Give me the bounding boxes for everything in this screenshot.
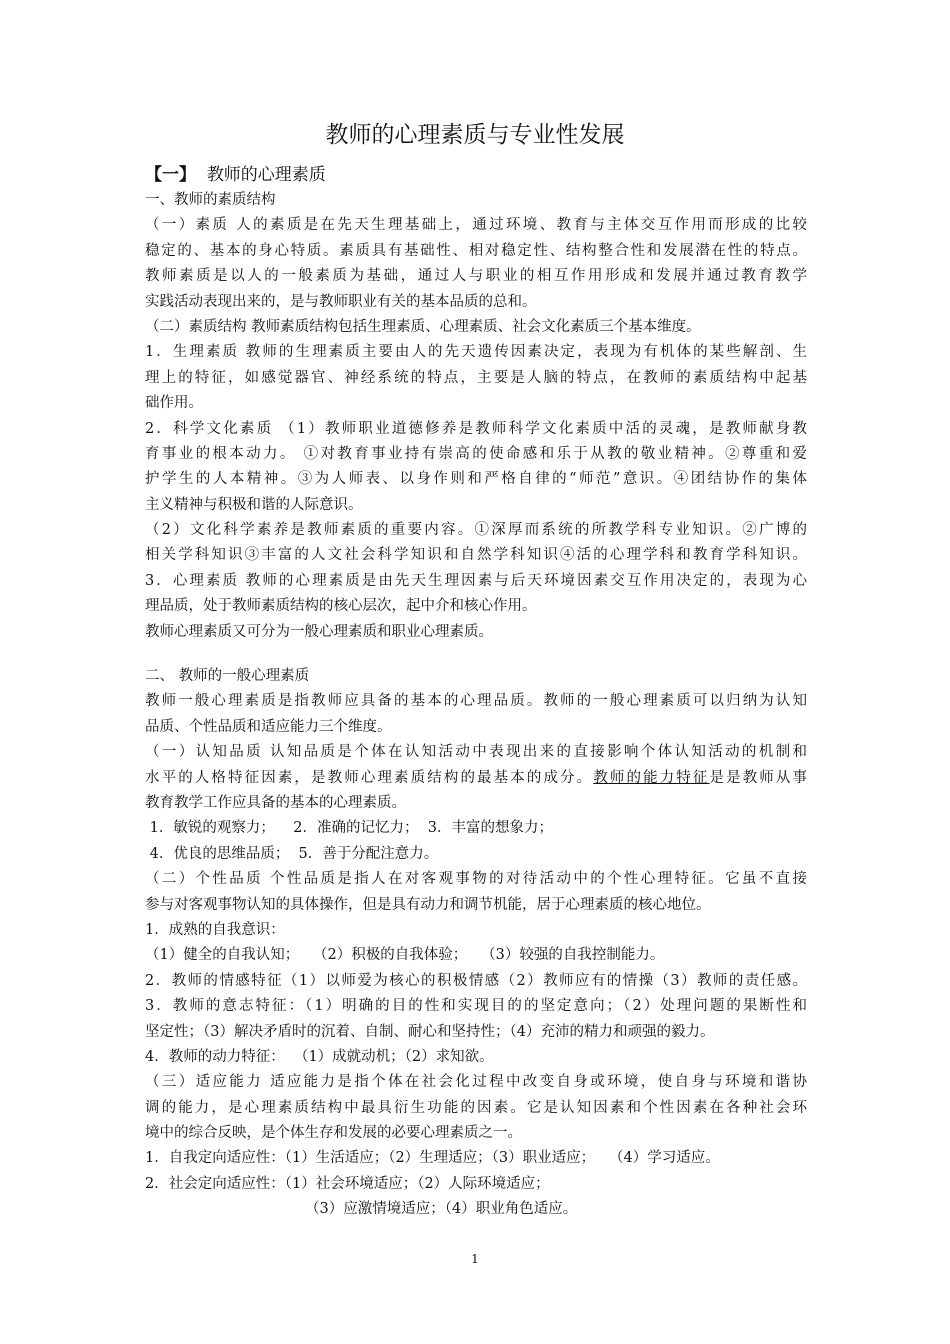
underlined-term: 教师的能力特征 bbox=[593, 769, 710, 786]
list-line: （3）应激情境适应；（4）职业角色适应。 bbox=[305, 1201, 578, 1218]
paragraph-line: 育事业的根本动力。 ①对教育事业持有崇高的使命感和乐于从教的敬业精神。②尊重和爱 bbox=[145, 445, 807, 462]
paragraph-line: 相关学科知识③丰富的人文社会科学知识和自然学科知识④活的心理学科和教育学科知识。 bbox=[145, 547, 807, 564]
list-line: （1）健全的自我认知； （2）积极的自我体验； （3）较强的自我控制能力。 bbox=[145, 947, 665, 964]
paragraph-line: （三）适应能力 适应能力是指个体在社会化过程中改变自身或环境，使自身与环境和谐协 bbox=[145, 1074, 807, 1091]
list-line: 坚定性；（3）解决矛盾时的沉着、自制、耐心和坚持性；（4）充沛的精力和顽强的毅力。 bbox=[145, 1023, 715, 1040]
list-line: 4．教师的动力特征： （1）成就动机；（2）求知欲。 bbox=[145, 1048, 494, 1065]
paragraph-line: 教师心理素质又可分为一般心理素质和职业心理素质。 bbox=[145, 623, 493, 640]
list-line: 4．优良的思维品质； 5．善于分配注意力。 bbox=[145, 845, 439, 862]
subheading-general-quality: 二、 教师的一般心理素质 bbox=[145, 668, 310, 685]
list-line: 2．社会定向适应性：（1）社会环境适应；（2）人际环境适应； bbox=[145, 1175, 550, 1192]
list-line: 1．成熟的自我意识： bbox=[145, 921, 285, 938]
paragraph-line: 稳定的、基本的身心特质。素质具有基础性、相对稳定性、结构整合性和发展潜在性的特点。 bbox=[145, 242, 807, 259]
paragraph-line: 2．科学文化素质 （1）教师职业道德修养是教师科学文化素质中活的灵魂，是教师献身教 bbox=[145, 420, 807, 437]
paragraph-line: 护学生的人本精神。③为人师表、以身作则和严格自律的“师范”意识。④团结协作的集体 bbox=[145, 471, 807, 488]
document-title: 教师的心理素质与专业性发展 bbox=[325, 122, 625, 148]
paragraph-line: 实践活动表现出来的，是与教师职业有关的基本品质的总和。 bbox=[145, 293, 537, 310]
paragraph-line: （一）认知品质 认知品质是个体在认知活动中表现出来的直接影响个体认知活动的机制和 bbox=[145, 744, 807, 761]
paragraph-line: 础作用。 bbox=[145, 395, 203, 412]
paragraph-line: 理上的特征，如感觉器官、神经系统的特点，主要是人脑的特点，在教师的素质结构中起基 bbox=[145, 369, 807, 386]
paragraph-line: 调的能力，是心理素质结构中最具衍生功能的因素。它是认知因素和个性因素在各种社会环 bbox=[145, 1099, 807, 1116]
paragraph-line bbox=[145, 766, 807, 791]
paragraph-line: 境中的综合反映，是个体生存和发展的必要心理素质之一。 bbox=[145, 1125, 522, 1142]
section-heading bbox=[145, 163, 326, 187]
paragraph-line: 教育教学工作应具备的基本的心理素质。 bbox=[145, 794, 406, 811]
paragraph-line: 1．生理素质 教师的生理素质主要由人的先天遗传因素决定，表现为有机体的某些解剖、生 bbox=[145, 344, 807, 361]
document-body bbox=[145, 188, 807, 1223]
paragraph-line: （一）素质 人的素质是在先天生理基础上，通过环境、教育与主体交互作用而形成的比较 bbox=[145, 217, 807, 234]
paragraph-line: 主义精神与积极和谐的人际意识。 bbox=[145, 496, 363, 513]
list-line: 1．敏锐的观察力； 2．准确的记忆力； 3．丰富的想象力； bbox=[145, 820, 553, 837]
text-run: 水平的人格特征因素，是教师心理素质结构的最基本的成分。 bbox=[145, 769, 594, 786]
paragraph-line: 参与对客观事物认知的具体操作，但是具有动力和调节机能，居于心理素质的核心地位。 bbox=[145, 896, 711, 913]
paragraph-line: 3．心理素质 教师的心理素质是由先天生理因素与后天环境因素交互作用决定的，表现为心 bbox=[145, 572, 807, 589]
paragraph-line: 教师一般心理素质是指教师应具备的基本的心理品质。教师的一般心理素质可以归纳为认知 bbox=[145, 693, 807, 710]
list-line: 3．教师的意志特征：（1）明确的目的性和实现目的的坚定意向；（2）处理问题的果断性和 bbox=[145, 998, 807, 1015]
paragraph-line: 教师素质是以人的一般素质为基础，通过人与职业的相互作用形成和发展并通过教育教学 bbox=[145, 268, 807, 285]
list-line: 2．教师的情感特征（1）以师爱为核心的积极情感（2）教师应有的情操（3）教师的责任感。 bbox=[145, 972, 807, 989]
page-number: 1 bbox=[471, 1252, 479, 1266]
section-heading-text: 教师的心理素质 bbox=[206, 165, 326, 185]
text-run: 是是教师从事 bbox=[709, 769, 808, 786]
list-line: 1．自我定向适应性：（1）生活适应；（2）生理适应；（3）职业适应； （4）学习适应。 bbox=[145, 1150, 720, 1167]
paragraph-line: （2）文化科学素养是教师素质的重要内容。①深厚而系统的所教学科专业知识。②广博的 bbox=[145, 522, 807, 539]
section-heading-bracket: 【一】 bbox=[145, 165, 196, 185]
paragraph-gap bbox=[145, 645, 807, 664]
paragraph-line: （二）个性品质 个性品质是指人在对客观事物的对待活动中的个性心理特征。它虽不直接 bbox=[145, 871, 807, 888]
paragraph-line: 理品质，处于教师素质结构的核心层次，起中介和核心作用。 bbox=[145, 598, 537, 615]
subheading-structure: 一、教师的素质结构 bbox=[145, 192, 276, 208]
paragraph-line: （二）素质结构 教师素质结构包括生理素质、心理素质、社会文化素质三个基本维度。 bbox=[145, 318, 701, 335]
paragraph-line: 品质、个性品质和适应能力三个维度。 bbox=[145, 718, 392, 735]
